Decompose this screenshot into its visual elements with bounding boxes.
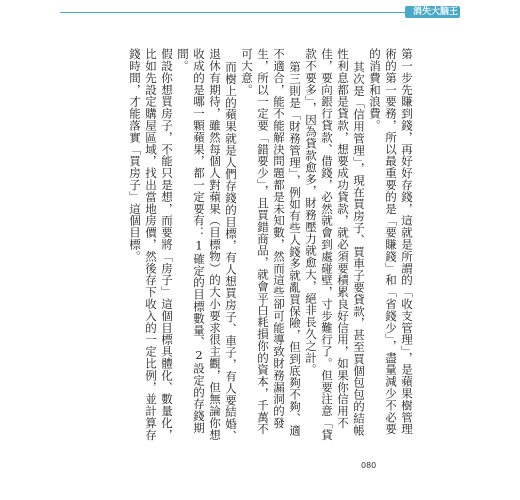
page-number: 080 bbox=[361, 461, 377, 470]
paragraph-5: 假設你想買房子，不能只是想，而要將「房子」這個目標具體化、數量化，比如先設定購屋區域，找出當地房價，然後存下收入的一定比例，並計算存錢時間，才能落實「買房子」這個目標。 bbox=[128, 48, 174, 441]
body-text bbox=[115, 48, 415, 443]
book-title: 消失大脑王2 bbox=[412, 7, 458, 29]
paragraph-3: 第三則是「財務管理」，例如有些人錢多就亂買保險，但到底夠不夠、適不適合，能不能解決問題都是未知數，然而這些卻可能導致財務漏洞的發生，所以一定要「錯要少」，且買錯商品，就會平白耗損你的資本，千萬不可大意。 bbox=[240, 48, 302, 436]
header-rule bbox=[60, 12, 460, 13]
paragraph-1: 第一步先賺到錢，再好好存錢，這就是所謂的「收支管理」，是蘋果樹管理術的第一要務，所以最重要的是「要賺錢」和「省錢少」，盡量減少不必要的消費和浪費。 bbox=[368, 48, 414, 435]
paragraph-4: 而樹上的蘋果就是人們存錢的目標，有人想買房子、車子，有人要結婚、退休有期待，雖然每個人對蘋果（目標物）的大小要求很主觀，但無論你想收成的是哪一顆蘋果，都一定要有：1確定的目標數量、2設定的存錢期間。 bbox=[176, 48, 238, 442]
paragraph-2: 其次是「信用管理」，現在買房子、買車子要貸款，甚至買個包包的結帳性利息都是貸款，想要成功貸款，就必須要積累良好信用，如果你信用不佳，要向銀行貸款、借錢，必然就會到處碰壁，寸步難行了。但要注意「貸款不要多」，因為貸款愈多，財務壓力就愈大，絕非長久之計。 bbox=[304, 48, 366, 441]
